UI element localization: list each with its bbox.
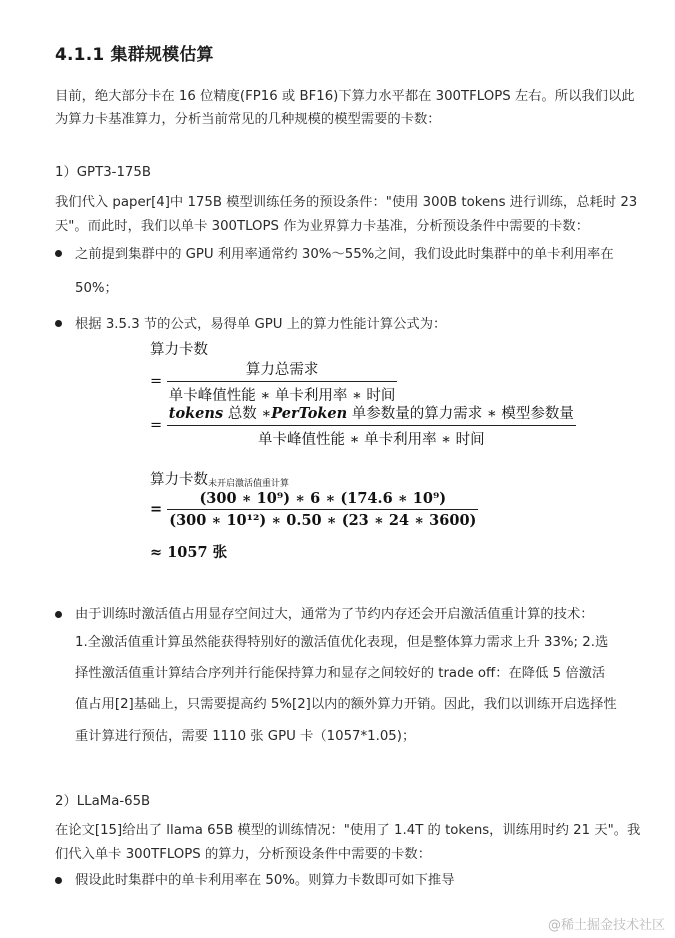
bullet-utilization-line-2: 50%； [75,281,118,296]
formula-lhs: 算力卡数 [150,342,208,358]
bullet-dot [55,877,62,884]
formula-1: = $\frac{\text{算力总需求}}{\text{单卡峰值性能 ∗ 单卡利用率 ∗ 时间}}$ [150,358,397,405]
recompute-line-2: 择性激活值重计算结合序列并行能保持算力和显存之间较好的 trade off：在降低 5 倍激活 [75,666,606,681]
bullet-dot [55,320,62,327]
gpt3-para-line-1: 我们代入 paper[4]中 175B 模型训练任务的预设条件："使用 300B tokens 进行训练，总耗时 23 [55,195,638,210]
bullet-recompute: 由于训练时激活值占用显存空间过大，通常为了节约内存还会开启激活值重计算的技术： [75,607,594,622]
formula-2-pertoken: PerToken [271,405,348,422]
formula-3-lhs-subscript: 未开启激活值重计算 [208,479,290,489]
formula-3-result: ≈ 1057 张 [150,544,228,561]
section-heading: 4.1.1 集群规模估算 [55,45,214,65]
intro-line-2: 为算力卡基准算力，分析当前常见的几种规模的模型需要的卡数： [55,112,441,127]
gpt3-para-line-2: 天"。而此时，我们以单卡 300TLOPS 作为业界算力卡基准，分析预设条件中需要的卡数： [55,219,590,234]
recompute-line-1: 1.全激活值重计算虽然能获得特别好的激活值优化表现，但是整体算力需求上升 33%; 2.选 [75,635,609,650]
formula-3-numerator: (300 ∗ 10⁹) ∗ 6 ∗ (174.6 ∗ 10⁹) [199,490,447,507]
bullet-dot [55,611,62,618]
formula-1-numerator: 算力总需求 [245,362,319,378]
formula-3: = $\frac{\text{(300 ∗ 10⁹) ∗ 6 ∗ (174.6 ∗ 10⁹)}}{\text{(300 ∗ 10¹²) ∗ 0.50 ∗ (23 ∗ 24 ∗ 3600)}}$ [150,490,477,529]
bullet-utilization-line-1: 之前提到集群中的 GPU 利用率通常约 30%～55%之间，我们设此时集群中的单卡利用率在 [75,247,614,262]
formula-3-lhs [150,468,289,489]
formula-2-denominator: 单卡峰值性能 ∗ 单卡利用率 ∗ 时间 [167,425,576,449]
bullet-llama-utilization: 假设此时集群中的单卡利用率在 50%。则算力卡数即可如下推导 [75,873,455,888]
formula-2-tokens: tokens [168,405,224,422]
formula-3-lhs-main: 算力卡数 [150,472,208,488]
recompute-line-3: 值占用[2]基础上，只需要提高约 5%[2]以内的额外算力开销。因此，我们以训练开启选择性 [75,697,617,712]
watermark: @稀土掘金技术社区 [547,918,665,933]
gpt3-subtitle: 1）GPT3-175B [55,165,151,180]
formula-1-denominator: 单卡峰值性能 ∗ 单卡利用率 ∗ 时间 [167,381,398,405]
bullet-formula-intro: 根据 3.5.3 节的公式，易得单 GPU 上的算力性能计算公式为： [75,317,447,332]
llama-subtitle: 2）LLaMa-65B [55,794,151,809]
bullet-dot [55,250,62,257]
recompute-line-4: 重计算进行预估，需要 1110 张 GPU 卡（1057*1.05)； [75,729,416,744]
formula-2: = $\frac{\text{tokens 总数 ∗PerToken 单参数量的算力需求 ∗ 模型参数量}}{\text{单卡峰值性能 ∗ 单卡利用率 ∗ 时间}}$ [150,402,576,449]
intro-line-1: 目前，绝大部分卡在 16 位精度(FP16 或 BF16)下算力水平都在 300TFLOPS 左右。所以我们以此 [55,89,635,104]
formula-3-denominator: (300 ∗ 10¹²) ∗ 0.50 ∗ (23 ∗ 24 ∗ 3600) [167,509,478,529]
llama-para-line-1: 在论文[15]给出了 llama 65B 模型的训练情况："使用了 1.4T 的 tokens，训练用时约 21 天"。我 [55,823,641,838]
formula-2-total: 总数 ∗ [223,406,272,422]
formula-2-rest: 单参数量的算力需求 ∗ 模型参数量 [347,406,574,422]
llama-para-line-2: 们代入单卡 300TFLOPS 的算力，分析预设条件中需要的卡数： [55,847,431,862]
formula-2-numerator [167,402,576,425]
